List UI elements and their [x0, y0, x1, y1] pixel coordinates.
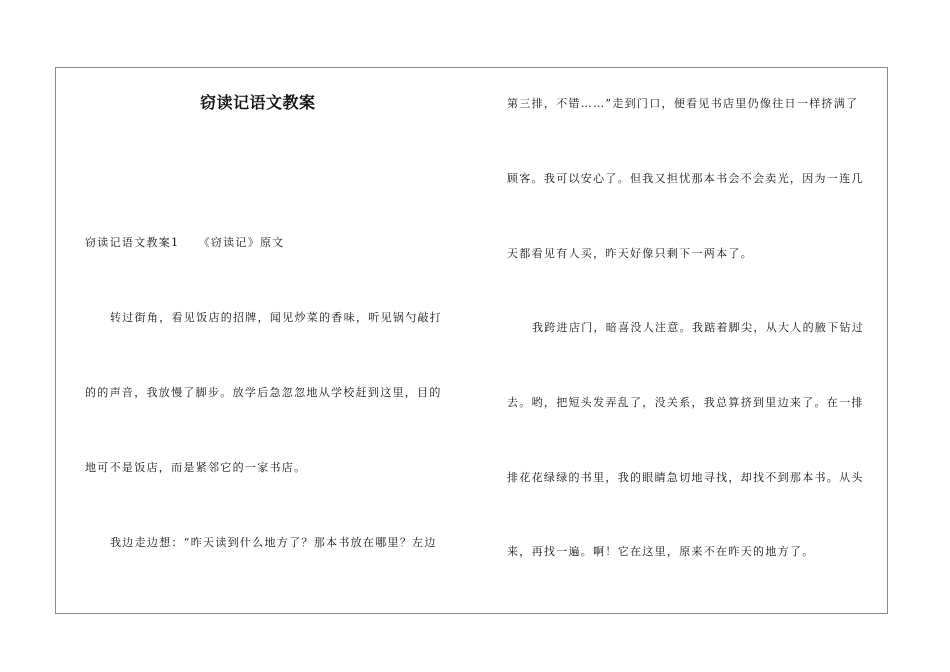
left-text-line: 转过街角，看见饭店的招牌，闻见炒菜的香味，听见锅勺敲打	[110, 311, 443, 324]
page-border	[55, 67, 888, 614]
left-text-line: 我边走边想：“昨天读到什么地方了？那本书放在哪里？左边	[110, 536, 437, 549]
document-title: 窃读记语文教案	[200, 93, 316, 112]
right-text-line: 去。哟，把短头发弄乱了，没关系，我总算挤到里边来了。在一排	[507, 396, 864, 409]
right-text-line: 来，再找一遍。啊！它在这里，原来不在昨天的地方了。	[507, 545, 815, 558]
right-text-line: 我跨进店门，暗喜没人注意。我踮着脚尖，从大人的腋下钻过	[532, 321, 865, 334]
right-text-line: 天都看见有人买，昨天好像只剩下一两本了。	[507, 247, 753, 260]
heading-line: 窃读记语文教案1 《窃读记》原文	[85, 236, 285, 249]
left-text-line: 的的声音，我放慢了脚步。放学后急忽忽地从学校赶到这里，目的	[85, 386, 442, 399]
right-text-line: 排花花绿绿的书里，我的眼睛急切地寻找，却找不到那本书。从头	[507, 471, 864, 484]
right-text-line: 顾客。我可以安心了。但我又担忧那本书会不会卖光，因为一连几	[507, 172, 864, 185]
right-text-line: 第三排，不错……”走到门口，便看见书店里仍像往日一样挤满了	[507, 97, 859, 110]
left-text-line: 地可不是饭店，而是紧邻它的一家书店。	[85, 461, 307, 474]
